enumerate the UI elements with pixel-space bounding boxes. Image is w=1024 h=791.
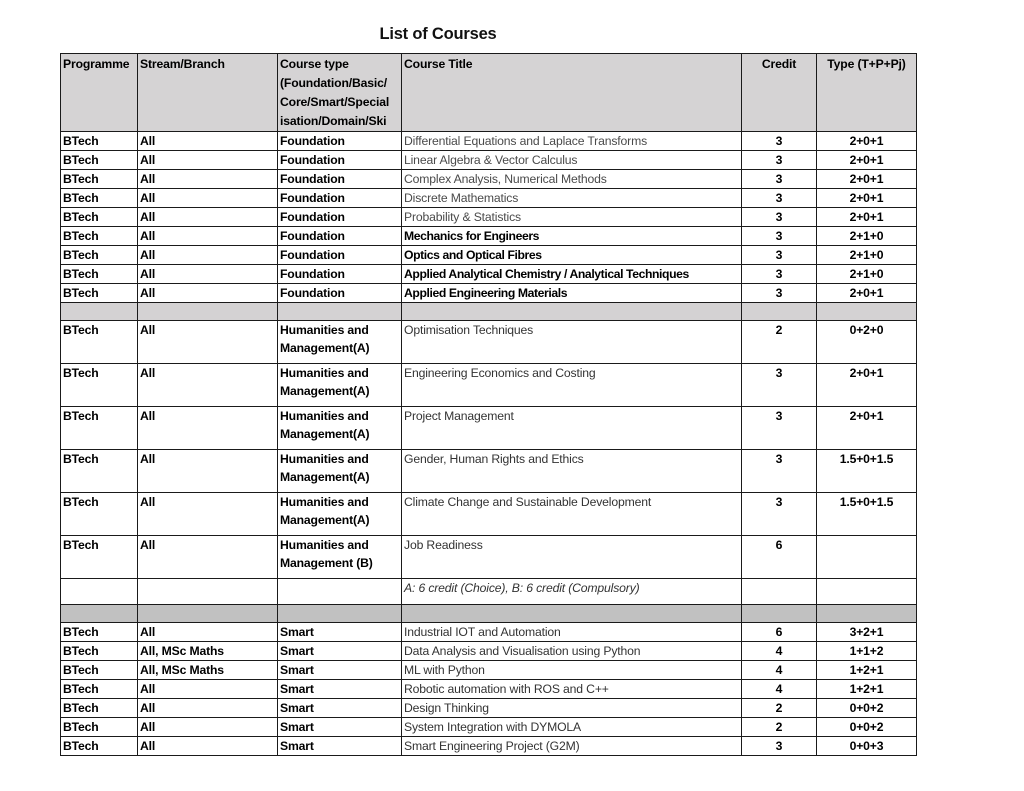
cell-stream: All bbox=[138, 737, 278, 756]
cell-course-title: Gender, Human Rights and Ethics bbox=[402, 450, 742, 493]
cell-stream: All bbox=[138, 208, 278, 227]
separator-cell bbox=[402, 303, 742, 321]
header-course-type-line: Core/Smart/Special bbox=[280, 95, 390, 109]
cell-programme: BTech bbox=[61, 680, 138, 699]
table-row bbox=[61, 407, 917, 450]
cell-credit: 3 bbox=[742, 737, 817, 756]
cell-course-type bbox=[278, 536, 402, 579]
header-course-type-line: isation/Domain/Ski bbox=[280, 114, 387, 128]
cell-course-title: Engineering Economics and Costing bbox=[402, 364, 742, 407]
cell-course-title: Industrial IOT and Automation bbox=[402, 623, 742, 642]
cell-credit: 3 bbox=[742, 407, 817, 450]
cell-type: 1.5+0+1.5 bbox=[817, 450, 917, 493]
cell-type: 2+1+0 bbox=[817, 227, 917, 246]
separator-cell bbox=[61, 303, 138, 321]
cell-stream: All bbox=[138, 680, 278, 699]
cell-type: 2+0+1 bbox=[817, 284, 917, 303]
cell-type: 2+0+1 bbox=[817, 189, 917, 208]
cell-credit: 6 bbox=[742, 536, 817, 579]
cell-programme: BTech bbox=[61, 718, 138, 737]
cell-credit: 3 bbox=[742, 246, 817, 265]
cell-programme: BTech bbox=[61, 265, 138, 284]
cell-course-type: Smart bbox=[278, 661, 402, 680]
courses-table bbox=[60, 53, 917, 756]
cell-course-title: Complex Analysis, Numerical Methods bbox=[402, 170, 742, 189]
section-separator bbox=[61, 605, 917, 623]
cell-credit: 3 bbox=[742, 265, 817, 284]
cell-stream: All bbox=[138, 227, 278, 246]
table-row bbox=[61, 718, 917, 737]
note-empty-cell bbox=[61, 579, 138, 605]
cell-course-title: Data Analysis and Visualisation using Python bbox=[402, 642, 742, 661]
cell-course-type: Foundation bbox=[278, 265, 402, 284]
course-type-line: Management(A) bbox=[280, 513, 370, 527]
header-course-type-line: Course type bbox=[280, 57, 349, 71]
cell-course-type: Foundation bbox=[278, 170, 402, 189]
note-empty-cell bbox=[138, 579, 278, 605]
table-row bbox=[61, 680, 917, 699]
cell-type: 3+2+1 bbox=[817, 623, 917, 642]
cell-course-title: Robotic automation with ROS and C++ bbox=[402, 680, 742, 699]
table-row bbox=[61, 642, 917, 661]
table-row bbox=[61, 284, 917, 303]
cell-credit: 4 bbox=[742, 680, 817, 699]
cell-course-type: Foundation bbox=[278, 189, 402, 208]
cell-programme: BTech bbox=[61, 642, 138, 661]
header-credit: Credit bbox=[742, 54, 817, 132]
humanities-credit-note: A: 6 credit (Choice), B: 6 credit (Compulsory) bbox=[402, 579, 742, 605]
cell-stream: All bbox=[138, 132, 278, 151]
cell-course-title: Mechanics for Engineers bbox=[402, 227, 742, 246]
course-type-line: Humanities and bbox=[280, 452, 369, 466]
header-programme: Programme bbox=[61, 54, 138, 132]
cell-credit: 3 bbox=[742, 450, 817, 493]
cell-course-title: Project Management bbox=[402, 407, 742, 450]
cell-stream: All bbox=[138, 246, 278, 265]
header-course-type bbox=[278, 54, 402, 132]
section-separator bbox=[61, 303, 917, 321]
cell-stream: All bbox=[138, 151, 278, 170]
cell-programme: BTech bbox=[61, 227, 138, 246]
note-empty-cell bbox=[278, 579, 402, 605]
cell-course-title: Linear Algebra & Vector Calculus bbox=[402, 151, 742, 170]
table-row bbox=[61, 265, 917, 284]
cell-course-type: Foundation bbox=[278, 208, 402, 227]
header-course-title: Course Title bbox=[402, 54, 742, 132]
cell-course-title: Climate Change and Sustainable Development bbox=[402, 493, 742, 536]
separator-cell bbox=[278, 605, 402, 623]
table-row bbox=[61, 208, 917, 227]
cell-credit: 2 bbox=[742, 718, 817, 737]
cell-stream: All bbox=[138, 265, 278, 284]
separator-cell bbox=[817, 605, 917, 623]
cell-type: 1+2+1 bbox=[817, 661, 917, 680]
cell-course-type: Smart bbox=[278, 718, 402, 737]
cell-programme: BTech bbox=[61, 364, 138, 407]
cell-credit: 3 bbox=[742, 284, 817, 303]
cell-course-type: Foundation bbox=[278, 284, 402, 303]
cell-course-title: Applied Engineering Materials bbox=[402, 284, 742, 303]
course-type-line: Management(A) bbox=[280, 384, 370, 398]
cell-stream: All bbox=[138, 536, 278, 579]
cell-course-title: Job Readiness bbox=[402, 536, 742, 579]
table-row bbox=[61, 536, 917, 579]
cell-type: 0+0+2 bbox=[817, 699, 917, 718]
cell-course-type: Smart bbox=[278, 737, 402, 756]
cell-programme: BTech bbox=[61, 699, 138, 718]
cell-stream: All bbox=[138, 450, 278, 493]
cell-stream: All bbox=[138, 407, 278, 450]
separator-cell bbox=[402, 605, 742, 623]
cell-course-title: Applied Analytical Chemistry / Analytical Techniques bbox=[402, 265, 742, 284]
cell-programme: BTech bbox=[61, 536, 138, 579]
separator-cell bbox=[742, 605, 817, 623]
cell-credit: 3 bbox=[742, 227, 817, 246]
page-title: List of Courses bbox=[379, 25, 497, 43]
course-type-line: Humanities and bbox=[280, 409, 369, 423]
separator-cell bbox=[61, 605, 138, 623]
cell-stream: All bbox=[138, 493, 278, 536]
separator-cell bbox=[817, 303, 917, 321]
cell-stream: All bbox=[138, 364, 278, 407]
cell-stream: All bbox=[138, 321, 278, 364]
cell-type: 2+1+0 bbox=[817, 246, 917, 265]
cell-type: 0+0+3 bbox=[817, 737, 917, 756]
table-row bbox=[61, 189, 917, 208]
cell-course-title: Design Thinking bbox=[402, 699, 742, 718]
table-row bbox=[61, 227, 917, 246]
cell-credit: 4 bbox=[742, 661, 817, 680]
cell-type: 2+0+1 bbox=[817, 151, 917, 170]
cell-course-type: Smart bbox=[278, 699, 402, 718]
table-row bbox=[61, 151, 917, 170]
cell-type: 0+2+0 bbox=[817, 321, 917, 364]
course-type-line: Humanities and bbox=[280, 495, 369, 509]
cell-course-title: System Integration with DYMOLA bbox=[402, 718, 742, 737]
cell-type: 1+1+2 bbox=[817, 642, 917, 661]
table-row bbox=[61, 170, 917, 189]
cell-credit: 3 bbox=[742, 364, 817, 407]
cell-credit: 3 bbox=[742, 151, 817, 170]
cell-type: 0+0+2 bbox=[817, 718, 917, 737]
cell-stream: All bbox=[138, 170, 278, 189]
course-type-line: Management(A) bbox=[280, 341, 370, 355]
cell-course-title: Discrete Mathematics bbox=[402, 189, 742, 208]
cell-credit: 2 bbox=[742, 699, 817, 718]
cell-type: 2+0+1 bbox=[817, 208, 917, 227]
separator-cell bbox=[742, 303, 817, 321]
cell-type: 2+0+1 bbox=[817, 170, 917, 189]
cell-programme: BTech bbox=[61, 661, 138, 680]
separator-cell bbox=[138, 605, 278, 623]
course-type-line: Humanities and bbox=[280, 366, 369, 380]
cell-credit: 3 bbox=[742, 132, 817, 151]
cell-stream: All bbox=[138, 623, 278, 642]
cell-course-type: Foundation bbox=[278, 151, 402, 170]
cell-stream: All, MSc Maths bbox=[138, 642, 278, 661]
cell-course-type bbox=[278, 450, 402, 493]
table-row bbox=[61, 699, 917, 718]
cell-programme: BTech bbox=[61, 450, 138, 493]
cell-stream: All bbox=[138, 284, 278, 303]
separator-cell bbox=[138, 303, 278, 321]
cell-programme: BTech bbox=[61, 321, 138, 364]
cell-programme: BTech bbox=[61, 407, 138, 450]
course-type-line: Humanities and bbox=[280, 323, 369, 337]
table-row bbox=[61, 450, 917, 493]
cell-course-type: Smart bbox=[278, 623, 402, 642]
course-type-line: Management(A) bbox=[280, 470, 370, 484]
cell-programme: BTech bbox=[61, 284, 138, 303]
note-row bbox=[61, 579, 917, 605]
course-type-line: Humanities and bbox=[280, 538, 369, 552]
table-row bbox=[61, 623, 917, 642]
cell-programme: BTech bbox=[61, 623, 138, 642]
note-empty-cell bbox=[817, 579, 917, 605]
cell-type: 2+0+1 bbox=[817, 132, 917, 151]
cell-type: 1+2+1 bbox=[817, 680, 917, 699]
table-row bbox=[61, 321, 917, 364]
cell-course-title: Optimisation Techniques bbox=[402, 321, 742, 364]
course-type-line: Management(A) bbox=[280, 427, 370, 441]
cell-course-title: Differential Equations and Laplace Transforms bbox=[402, 132, 742, 151]
cell-course-type: Foundation bbox=[278, 246, 402, 265]
cell-course-title: Smart Engineering Project (G2M) bbox=[402, 737, 742, 756]
table-row bbox=[61, 246, 917, 265]
cell-stream: All, MSc Maths bbox=[138, 661, 278, 680]
cell-credit: 3 bbox=[742, 208, 817, 227]
cell-course-type: Smart bbox=[278, 680, 402, 699]
cell-credit: 3 bbox=[742, 170, 817, 189]
cell-programme: BTech bbox=[61, 246, 138, 265]
table-row bbox=[61, 493, 917, 536]
separator-cell bbox=[278, 303, 402, 321]
header-type: Type (T+P+Pj) bbox=[817, 54, 917, 132]
cell-course-title: Probability & Statistics bbox=[402, 208, 742, 227]
cell-type: 1.5+0+1.5 bbox=[817, 493, 917, 536]
cell-programme: BTech bbox=[61, 189, 138, 208]
cell-type: 2+0+1 bbox=[817, 407, 917, 450]
cell-programme: BTech bbox=[61, 170, 138, 189]
cell-course-type: Foundation bbox=[278, 132, 402, 151]
cell-course-type bbox=[278, 321, 402, 364]
table-row bbox=[61, 132, 917, 151]
cell-course-title: ML with Python bbox=[402, 661, 742, 680]
cell-programme: BTech bbox=[61, 132, 138, 151]
cell-credit: 4 bbox=[742, 642, 817, 661]
cell-stream: All bbox=[138, 189, 278, 208]
cell-course-type bbox=[278, 407, 402, 450]
cell-credit: 3 bbox=[742, 493, 817, 536]
table-row bbox=[61, 364, 917, 407]
cell-programme: BTech bbox=[61, 737, 138, 756]
cell-credit: 3 bbox=[742, 189, 817, 208]
cell-programme: BTech bbox=[61, 493, 138, 536]
cell-credit: 6 bbox=[742, 623, 817, 642]
cell-credit: 2 bbox=[742, 321, 817, 364]
table-row bbox=[61, 661, 917, 680]
cell-stream: All bbox=[138, 718, 278, 737]
cell-course-title: Optics and Optical Fibres bbox=[402, 246, 742, 265]
cell-type: 2+0+1 bbox=[817, 364, 917, 407]
cell-course-type bbox=[278, 493, 402, 536]
cell-type: 2+1+0 bbox=[817, 265, 917, 284]
table-header-row bbox=[61, 54, 917, 132]
note-empty-cell bbox=[742, 579, 817, 605]
cell-programme: BTech bbox=[61, 208, 138, 227]
cell-course-type: Foundation bbox=[278, 227, 402, 246]
cell-stream: All bbox=[138, 699, 278, 718]
cell-course-type bbox=[278, 364, 402, 407]
table-row bbox=[61, 737, 917, 756]
course-type-line: Management (B) bbox=[280, 556, 373, 570]
cell-type bbox=[817, 536, 917, 579]
header-course-type-line: (Foundation/Basic/ bbox=[280, 76, 387, 90]
cell-course-type: Smart bbox=[278, 642, 402, 661]
header-stream-branch: Stream/Branch bbox=[138, 54, 278, 132]
cell-programme: BTech bbox=[61, 151, 138, 170]
